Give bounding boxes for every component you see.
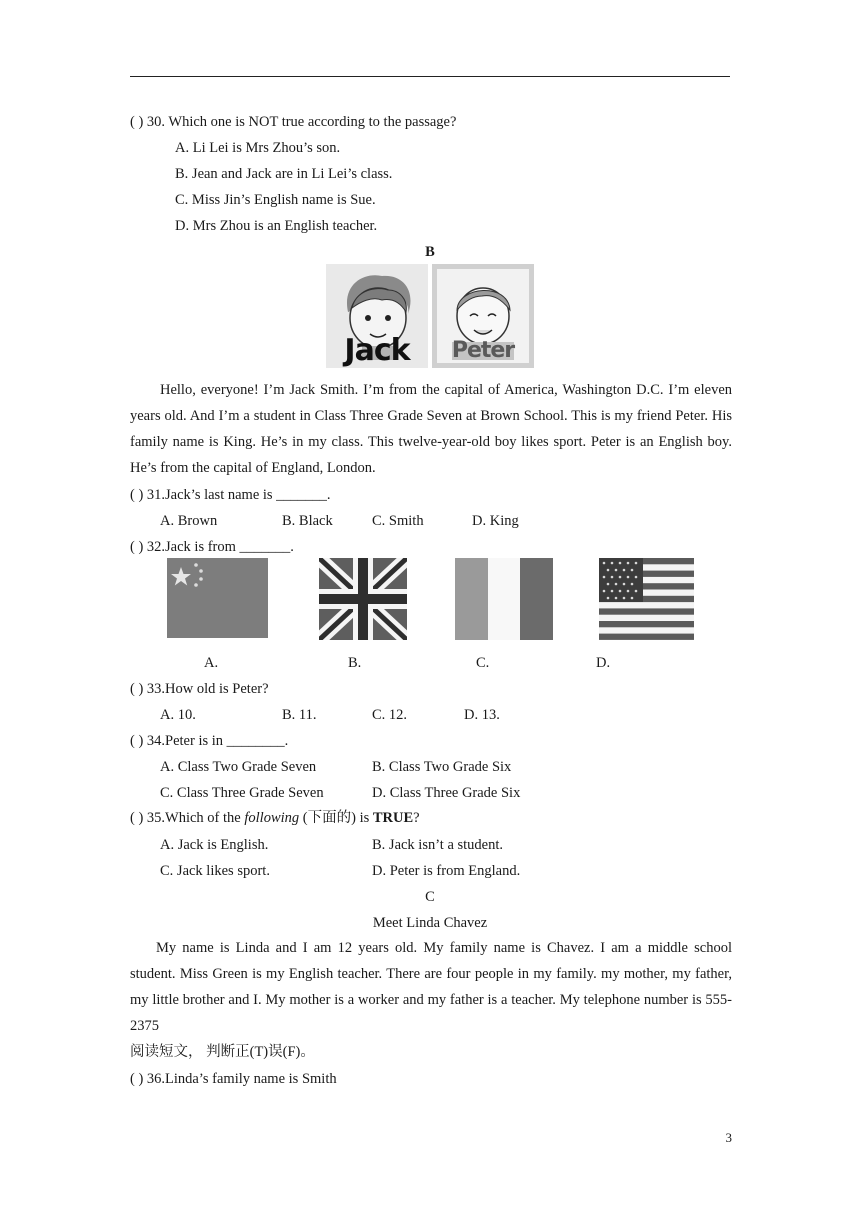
question-31-stem: ( ) 31.Jack’s last name is _______. [130,487,331,503]
q32-option-b: B. [348,655,362,671]
q33-option-b: B. 11. [282,707,317,723]
section-c-instruction: 阅读短文， 判断正(T)误(F)。 [130,1044,315,1060]
q30-option-a: A. Li Lei is Mrs Zhou’s son. [175,140,341,156]
header-rule [130,76,730,77]
q34-option-d: D. Class Three Grade Six [372,785,521,801]
question-35-stem [130,809,420,827]
q33-option-d: D. 13. [464,707,500,723]
peter-picture-label: Peter [451,338,515,363]
q35-option-a: A. Jack is English. [160,837,269,853]
china-flag-icon [167,558,268,638]
q31-option-d: D. King [472,513,519,529]
section-c-passage: My name is Linda and I am 12 years old. My family name is Chavez. I am a middle school student. Miss Green is my English teacher. There are four people in my family. my mother, my father, my little brother and I. My mother is a worker and my father is a teacher. My telephone number is 555-2375 [130,940,732,1034]
q35-stem-prefix: ( ) 35.Which of the [130,810,245,826]
italy-flag-icon [455,558,553,640]
q35-stem-middle: (下面的) is [299,810,373,826]
q32-option-d: D. [596,655,611,671]
q30-option-d: D. Mrs Zhou is an English teacher. [175,218,378,234]
section-b-heading: B [425,244,435,260]
q33-option-a: A. 10. [160,707,196,723]
question-32-stem: ( ) 32.Jack is from _______. [130,539,294,555]
usa-flag-icon [599,558,694,640]
q35-option-c: C. Jack likes sport. [160,863,270,879]
q35-stem-italic: following [244,810,300,826]
page-number: 3 [725,1130,732,1145]
q34-option-b: B. Class Two Grade Six [372,759,512,775]
uk-flag-icon [319,558,407,640]
q34-option-a: A. Class Two Grade Seven [160,759,317,775]
q35-option-b: B. Jack isn’t a student. [372,837,504,853]
q31-option-c: C. Smith [372,513,424,529]
q34-option-c: C. Class Three Grade Seven [160,785,324,801]
q30-option-c: C. Miss Jin’s English name is Sue. [175,192,376,208]
jack-picture-label: Jack [344,333,410,368]
question-36-stem: ( ) 36.Linda’s family name is Smith [130,1071,337,1087]
question-34-stem: ( ) 34.Peter is in ________. [130,733,289,749]
section-b-passage: Hello, everyone! I’m Jack Smith. I’m from the capital of America, Washington D.C. I’m eleven years old. And I’m a student in Class Three Grade Seven at Brown School. This is my friend Peter. His family name is King. He’s in my class. This twelve-year-old boy likes sport. Peter is an English boy. He’s from the capital of England, London. [130,382,732,476]
q31-option-b: B. Black [282,513,333,529]
q35-stem-bold: TRUE [372,810,414,826]
q33-option-c: C. 12. [372,707,408,723]
section-c-heading: C [425,889,435,905]
q30-option-b: B. Jean and Jack are in Li Lei’s class. [175,166,393,182]
q35-option-d: D. Peter is from England. [372,863,521,879]
section-c-title: Meet Linda Chavez [372,915,488,931]
question-30-stem: ( ) 30. Which one is NOT true according to the passage? [130,114,457,130]
q31-option-a: A. Brown [160,513,218,529]
question-33-stem: ( ) 33.How old is Peter? [130,681,269,697]
q35-stem-suffix: ? [413,810,420,826]
q32-option-c: C. [476,655,490,671]
q32-option-a: A. [204,655,219,671]
